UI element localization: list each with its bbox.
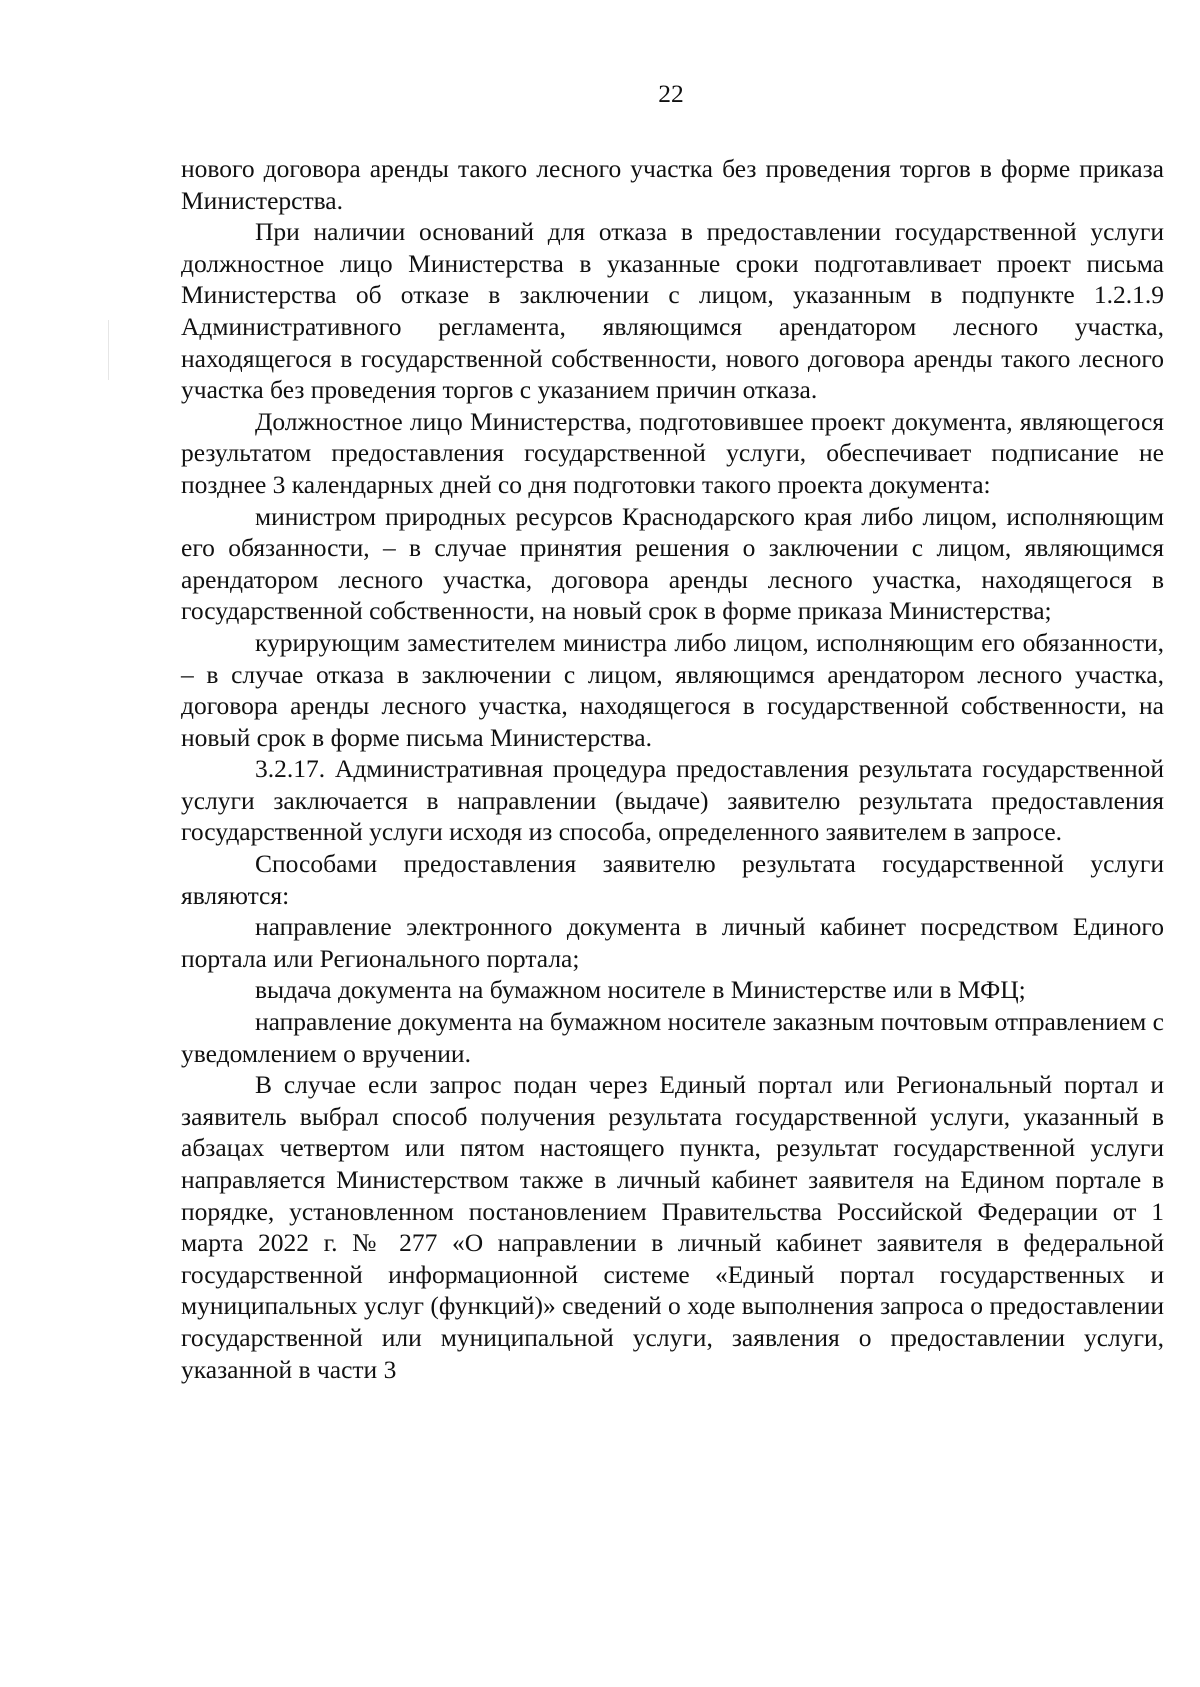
- paragraph-continuation: нового договора аренды такого лесного участка без проведения торгов в форме приказа Министерства.: [181, 154, 1164, 215]
- paragraph-delivery-methods: Способами предоставления заявителю результата государственной услуги являются:: [181, 849, 1164, 910]
- paragraph-refusal-grounds: При наличии оснований для отказа в предоставлении государственной услуги должностное лицо Министерства в указанные сроки подготавливает проект письма Министерства об отказе в заключении с лицом, указанным в подпункте 1.2.1.9 Административного регламента, являющимся арендатором лесного участка, находящегося в государственной собственности, нового договора аренды такого лесного участка без проведения торгов с указанием причин отказа.: [181, 217, 1164, 405]
- paragraph-signing: Должностное лицо Министерства, подготовившее проект документа, являющегося результатом предоставления государственной услуги, обеспечивает подписание не позднее 3 календарных дней со дня подготовки такого проекта документа:: [181, 406, 1164, 499]
- paragraph-3-2-17: 3.2.17. Административная процедура предоставления результата государственной услуги заключается в направлении (выдаче) заявителю результата предоставления государственной услуги исходя из способа, определенного заявителем в запросе.: [181, 754, 1164, 847]
- paragraph-method-paper: выдача документа на бумажном носителе в Министерстве или в МФЦ;: [255, 975, 1026, 1005]
- paragraph-method-mail: направление документа на бумажном носителе заказным почтовым отправлением с уведомлением о вручении.: [181, 1007, 1164, 1068]
- paragraph-minister-signing: министром природных ресурсов Краснодарского края либо лицом, исполняющим его обязанности, – в случае принятия решения о заключении с лицом, являющимся арендатором лесного участка, договора аренды лесного участка, находящегося в государственной собственности, на новый срок в форме приказа Министерства;: [181, 501, 1164, 626]
- paragraph-deputy-signing: курирующим заместителем министра либо лицом, исполняющим его обязанности, – в случае отказа в заключении с лицом, являющимся арендатором лесного участка, договора аренды лесного участка, находящегося в государственной собственности, на новый срок в форме письма Министерства.: [181, 627, 1164, 752]
- paragraph-portal-case: В случае если запрос подан через Единый портал или Региональный портал и заявитель выбрал способ получения результата государственной услуги, указанный в абзацах четвертом или пятом настоящего пункта, результат государственной услуги направляется Министерством также в личный кабинет заявителя на Едином портале в порядке, установленном постановлением Правительства Российской Федерации от 1 марта 2022 г. № 277 «О направлении в личный кабинет заявителя в федеральной государственной информационной системе «Единый портал государственных и муниципальных услуг (функций)» сведений о ходе выполнения запроса о предоставлении государственной или муниципальной услуги, заявления о предоставлении услуги, указанной в части 3: [181, 1070, 1164, 1384]
- scan-artifact: [108, 320, 109, 380]
- document-body: [181, 153, 1164, 1385]
- page-number: 22: [658, 79, 684, 108]
- paragraph-method-electronic: направление электронного документа в личный кабинет посредством Единого портала или Регионального портала;: [181, 912, 1164, 973]
